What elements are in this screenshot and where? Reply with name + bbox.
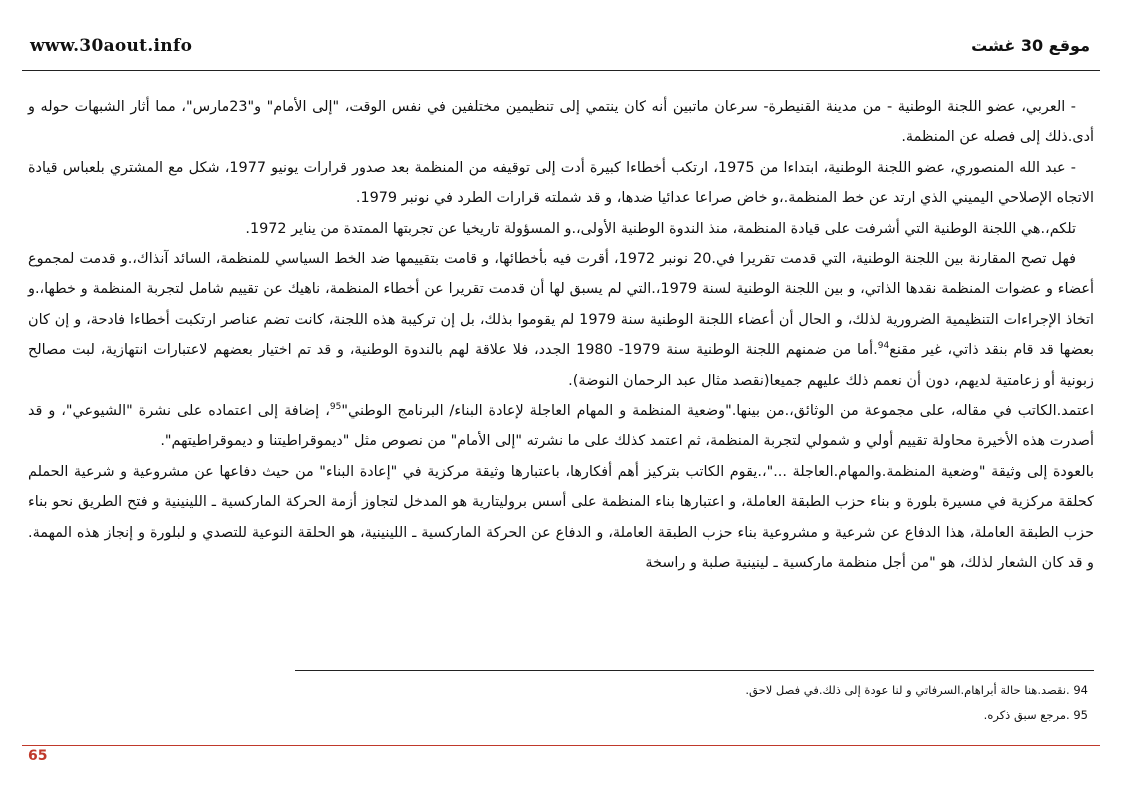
page-number: 65 [28,748,48,764]
paragraph-5-text-b: ، إضافة إلى اعتماده على نشرة "الشيوعي"، و قد أصدرت هذه الأخيرة محاولة تقييم أولي و شمولي لتجربة المنظمة، ثم اعتمد كذلك على ما نشرته "إلى الأمام" من نصوص مثل "ديموقراطيتنا و ديموقراطيتهم". [28,403,1094,450]
page-header [22,34,1100,64]
paragraph-3: تلكم،.هي اللجنة الوطنية التي أشرفت على قيادة المنظمة، منذ الندوة الوطنية الأولى،.و المسؤولة تاريخيا عن تجربتها الممتدة من يناير 1972. [245,220,1076,237]
page-body [28,92,1094,579]
footnote-divider [295,670,1094,671]
paragraph-5-text-a: اعتمد.الكاتب في مقاله، على مجموعة من الوثائق،.من بينها."وضعية المنظمة و المهام العاجلة لإعادة البناء/ البرنامج الوطني" [341,403,1094,420]
header-divider [22,70,1100,71]
paragraph-4 [28,244,1094,396]
paragraph-6: بالعودة إلى وثيقة "وضعية المنظمة.والمهام.العاجلة ..."،.يقوم الكاتب بتركيز أهم أفكارها، باعتبارها وثيقة مركزية في "إعادة البناء" من حيث دفاعها عن مشروعية و شرعية الحملم كحلقة مركزية في مسيرة بلورة و بناء حزب الطبقة العاملة، و اعتبارها بناء المنظمة على أسس بروليتارية هو المدخل لتجاوز أزمة الحركة الماركسية ـ اللينينية و فتح الطريق نحو بناء حزب الطبقة العاملة، هذا الدفاع عن شرعية و مشروعية بناء حزب الطبقة العاملة، و الدفاع عن الحركة الماركسية ـ اللينينية، هو الحلقة النوعية للتصدي و لبلورة و إنجاز هذه المهمة. و قد كان الشعار لذلك، هو "من أجل منظمة ماركسية ـ لينينية صلبة و راسخة [28,463,1094,572]
footnote-95: 95 .مرجع سبق ذكره. [983,708,1088,722]
footnotes [28,678,1088,728]
site-url: www.30aout.info [30,36,193,56]
paragraph-4-text-b: .أما من ضمنهم اللجنة الوطنية سنة 1979- 1980 الجدد، فلا علاقة لهم بالندوة الوطنية، و قد تم اختيار بعضهم لاعتبارات انتهازية، لبت مصالح زبونية أو زعامتية لديهم، دون أن نعمم ذلك عليهم جميعا(نقصد مثال عبد الرحمان النوضة). [28,342,1094,389]
footnote-ref-95: 95 [329,402,342,413]
footnote-ref-94: 94 [877,341,890,352]
paragraph-2: - عبد الله المنصوري، عضو اللجنة الوطنية، ابتداءا من 1975، ارتكب أخطاءا كبيرة أدت إلى توقيفه من المنظمة بعد صدور قرارات يونيو 1977، شكل مع المشتري بلعباس قيادة الاتجاه الإصلاحي اليميني الذي ارتد عن خط المنظمة.،و خاض صراعا عدائيا ضدها، و قد شملته قرارات الطرد في نونبر 1979. [28,159,1094,207]
paragraph-4-text-a: فهل تصح المقارنة بين اللجنة الوطنية، التي قدمت تقريرا في.20 نونبر 1972، أقرت فيه بأخطائها، و قامت بتقييمها ضد الخط السياسي للمنظمة، السائد آنذاك،.و قدمت لمجموع أعضاء و عضوات المنظمة نقدها الذاتي، و بين اللجنة الوطنية لسنة 1979،.التي لم يسبق لها أن قدمت تقريرا عن أخطاء المنظمة، ناهيك عن تقييم شامل لتجربة المنظمة و خطها،.و اتخاذ الإجراءات التنظيمية الضرورية لذلك، و الحال أن أعضاء اللجنة الوطنية سنة 1979 لم يقوموا بذلك، بل إن تركيبة هذه اللجنة، كانت تضم عناصر ارتكبت أخطاءا فادحة، و إن كان بعضها قد قام بنقد ذاتي، غير مقنع [28,251,1094,359]
paragraph-1: - العربي، عضو اللجنة الوطنية - من مدينة القنيطرة- سرعان ماتبين أنه كان ينتمي إلى تنظيمين مختلفين في نفس الوقت، "إلى الأمام" و"23مارس"، مما أثار الشبهات حوله و أدى.ذلك إلى فصله عن المنظمة. [28,99,1094,146]
footer-divider [22,745,1100,746]
footnote-94: 94 .نقصد.هنا حالة أبراهام.السرفاتي و لنا عودة إلى ذلك.في فصل لاحق. [745,683,1088,697]
site-title: موقع 30 غشت [971,36,1090,55]
paragraph-5 [28,396,1094,457]
